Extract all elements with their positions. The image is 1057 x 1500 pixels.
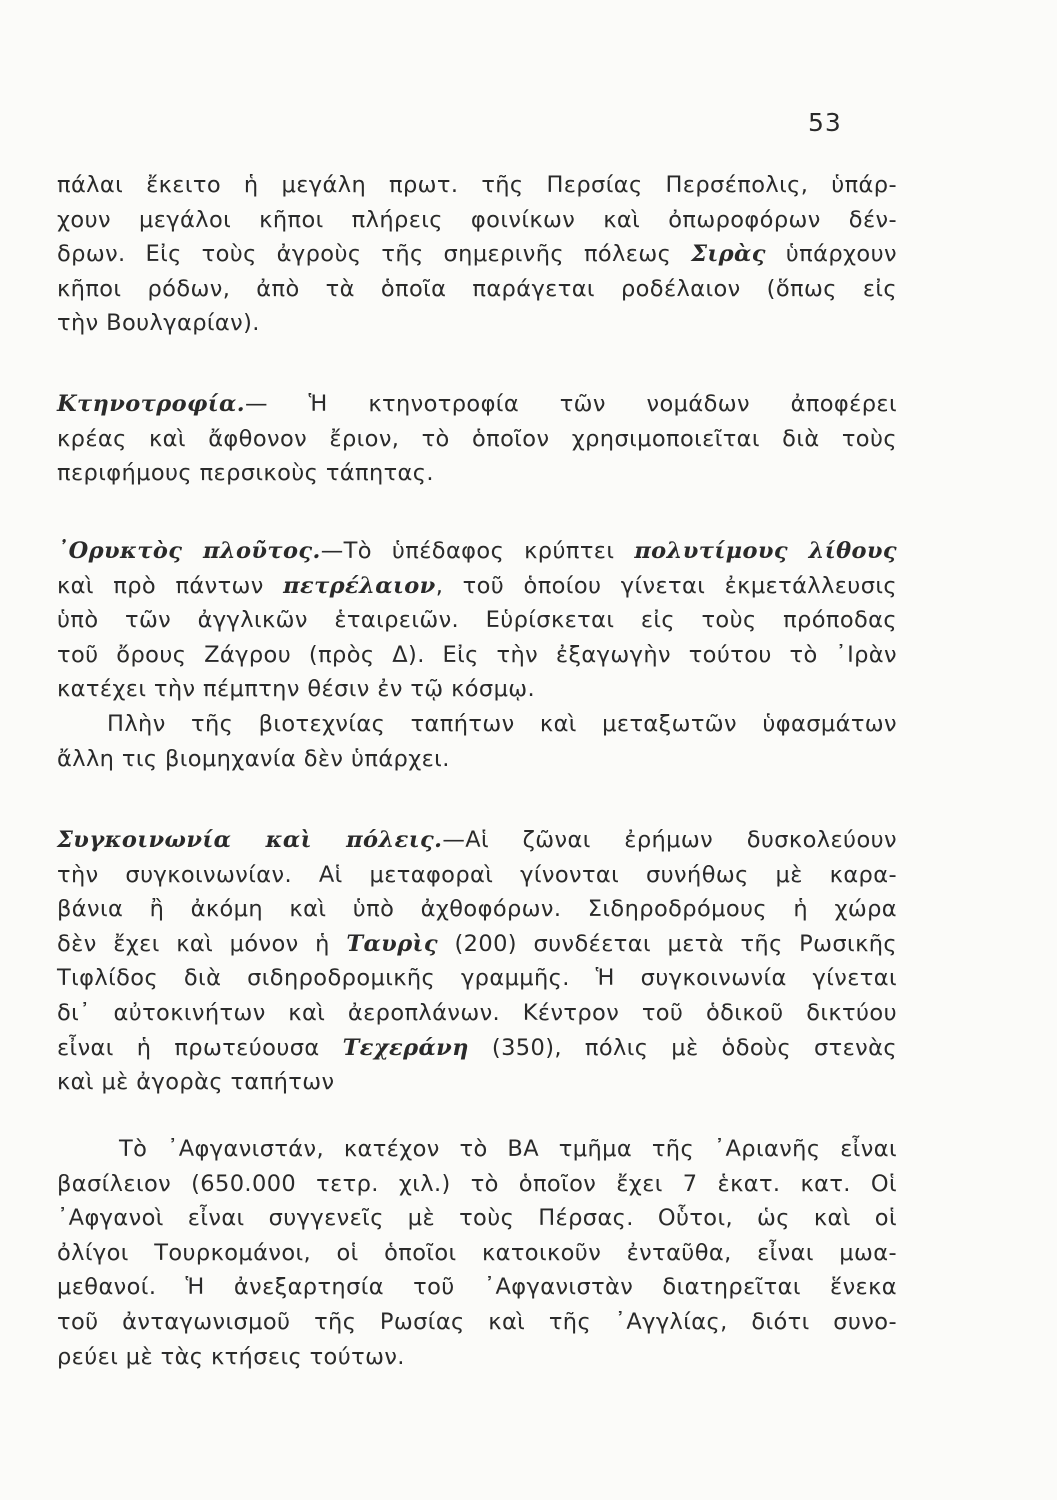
paragraph-mineral-wealth [57,534,897,776]
page-number: 53 [808,108,842,137]
text-line: δὲν ἔχει καὶ μόνον ἡ Ταυρὶς (200) συνδέεται μετὰ τῆς Ρωσικῆς [57,930,897,957]
section-heading-mineral-wealth: ᾿Ορυκτὸς πλοῦτος. [57,538,321,564]
text-line: κῆποι ρόδων, ἀπὸ τὰ ὁποῖα παράγεται ροδέλαιον (ὅπως εἰς [57,275,897,302]
paragraph-afghanistan [57,1132,897,1374]
place-name-tehran: Τεχεράνη [342,1034,469,1061]
text-line: κατέχει τὴν πέμπτην θέσιν ἐν τῷ κόσμῳ. [57,676,536,703]
text-line: εἶναι ἡ πρωτεύουσα Τεχεράνη (350), πόλις μὲ ὁδοὺς στενὰς [57,1034,897,1061]
text-line: βάνια ἢ ἀκόμη καὶ ὑπὸ ἀχθοφόρων. Σιδηροδρόμους ἡ χώρα [57,896,897,923]
text-line: ᾿Αφγανοὶ εἶναι συγγενεῖς μὲ τοὺς Πέρσας. Οὗτοι, ὡς καὶ οἱ [57,1205,897,1232]
section-heading-livestock: Κτηνοτροφία. [57,391,245,417]
emphasis-precious-stones: πολυτίμους λίθους [634,538,898,564]
text-line: ρεύει μὲ τὰς κτήσεις τούτων. [57,1343,405,1370]
text-line: πάλαι ἔκειτο ἡ μεγάλη πρωτ. τῆς Περσίας Περσέπολις, ὑπάρ- [57,172,897,198]
text-line: Κτηνοτροφία.— Ἡ κτηνοτροφία τῶν νομάδων ἀποφέρει [57,391,897,417]
text-line: τὴν συγκοινωνίαν. Αἱ μεταφοραὶ γίνονται συνήθως μὲ καρα- [57,861,897,888]
text-line: Τιφλίδος διὰ σιδηροδρομικῆς γραμμῆς. Ἡ συγκοινωνία γίνεται [57,965,897,992]
text-line: δρων. Εἰς τοὺς ἀγροὺς τῆς σημερινῆς πόλεως Σιρὰς ὑπάρχουν [57,241,897,268]
text-line: ὀλίγοι Τουρκομάνοι, οἱ ὁποῖοι κατοικοῦν ἐνταῦθα, εἶναι μωα- [57,1239,897,1266]
paragraph-transport [57,823,897,1100]
text-line: τὴν Βουλγαρίαν). [57,310,260,337]
paragraph-livestock [57,387,897,491]
text-line: καὶ μὲ ἀγορὰς ταπήτων [57,1069,335,1096]
text-line: κρέας καὶ ἄφθονον ἔριον, τὸ ὁποῖον χρησιμοποιεῖται διὰ τοὺς [57,425,897,452]
text-line: τοῦ ὄρους Ζάγρου (πρὸς Δ). Εἰς τὴν ἐξαγωγὴν τούτου τὸ ᾿Ιρὰν [57,641,897,668]
emphasis-petroleum: πετρέλαιον [283,572,436,599]
text-line: μεθανοί. Ἡ ἀνεξαρτησία τοῦ ᾿Αφγανιστὰν διατηρεῖται ἕνεκα [57,1274,897,1301]
text-line: Τὸ ᾿Αφγανιστάν, κατέχον τὸ ΒΑ τμῆμα τῆς ᾿Αριανῆς εἶναι [119,1136,897,1162]
place-name-shiraz: Σιρὰς [691,241,766,268]
text-line: δι᾿ αὐτοκινήτων καὶ ἀεροπλάνων. Κέντρον τοῦ ὁδικοῦ δικτύου [57,999,897,1026]
text-line: καὶ πρὸ πάντων πετρέλαιον, τοῦ ὁποίου γίνεται ἐκμετάλλευσις [57,572,897,599]
text-line: χουν μεγάλοι κῆποι πλήρεις φοινίκων καὶ ὀπωροφόρων δέν- [57,206,897,233]
text-line: βασίλειον (650.000 τετρ. χιλ.) τὸ ὁποῖον ἔχει 7 ἑκατ. κατ. Οἱ [57,1170,897,1197]
text-line: Συγκοινωνία καὶ πόλεις.—Αἱ ζῶναι ἐρήμων δυσκολεύουν [57,827,898,853]
text-line: ἄλλη τις βιομηχανία δὲν ὑπάρχει. [57,745,450,772]
paragraph-gardens [57,168,897,341]
text-line: ᾿Ορυκτὸς πλοῦτος.—Τὸ ὑπέδαφος κρύπτει πολυτίμους λίθους [57,538,898,564]
section-heading-transport: Συγκοινωνία καὶ πόλεις. [57,827,443,853]
text-line: τοῦ ἀνταγωνισμοῦ τῆς Ρωσίας καὶ τῆς ᾿Αγγλίας, διότι συνο- [57,1308,897,1335]
text-line: Πλὴν τῆς βιοτεχνίας ταπήτων καὶ μεταξωτῶν ὑφασμάτων [107,710,897,737]
place-name-tabriz: Ταυρὶς [346,930,438,957]
text-line: ὑπὸ τῶν ἀγγλικῶν ἑταιρειῶν. Εὑρίσκεται εἰς τοὺς πρόποδας [57,607,897,634]
text-line: περιφήμους περσικοὺς τάπητας. [57,460,434,487]
